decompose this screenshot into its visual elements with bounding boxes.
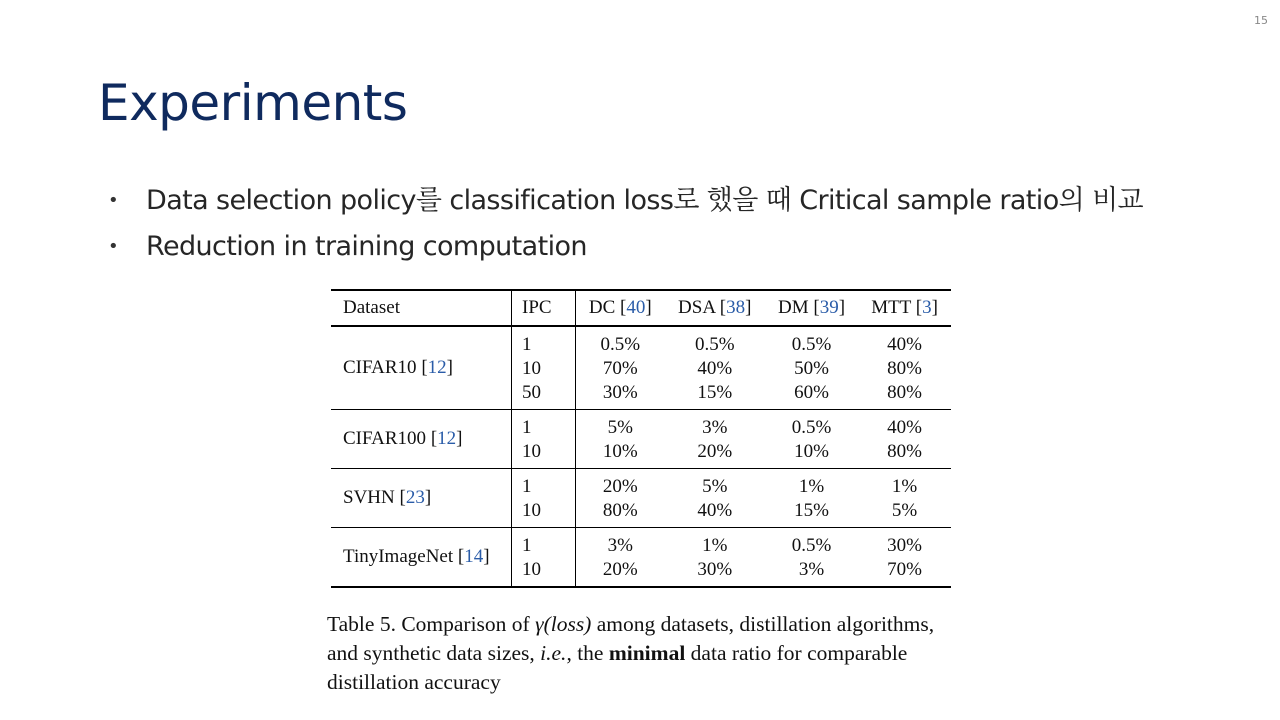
caption-text: among datasets, distillation algorithms, and synthetic data sizes, (327, 612, 935, 665)
citation-link[interactable]: 23 (405, 487, 425, 508)
bullet-dot-icon: • (108, 236, 119, 257)
header-dc: DC [40] (576, 290, 665, 326)
dc-value: 80% (602, 500, 638, 521)
dc-value: 0.5% (600, 334, 641, 355)
dc-value: 30% (602, 382, 638, 403)
header-dm-label: DM (778, 297, 809, 318)
ipc-cell (512, 528, 576, 588)
ipc-cell (512, 410, 576, 469)
dataset-name-cell: TinyImageNet [14] (343, 546, 490, 567)
results-table-figure (331, 289, 951, 588)
dm-value: 10% (794, 441, 829, 462)
bullet-item (108, 224, 1143, 270)
mtt-value: 40% (887, 334, 922, 355)
dsa-value: 0.5% (694, 334, 735, 355)
citation-link[interactable]: 38 (726, 297, 746, 318)
ipc-cell (512, 469, 576, 528)
dsa-value: 5% (702, 476, 728, 497)
dc-cell (576, 410, 665, 469)
ipc-value: 1 (522, 476, 532, 497)
header-dsa-label: DSA (678, 297, 716, 318)
dc-value: 5% (607, 417, 633, 438)
mtt-value: 40% (887, 417, 922, 438)
table-header-row (331, 290, 951, 326)
dc-cell (576, 528, 665, 588)
header-mtt-label: MTT (871, 297, 911, 318)
table-group-tinyimagenet (331, 528, 951, 588)
results-table (331, 289, 951, 588)
dm-value: 15% (794, 500, 829, 521)
caption-math: γ(loss) (535, 612, 592, 636)
dm-value: 0.5% (791, 417, 832, 438)
ipc-value: 10 (522, 500, 541, 521)
table-caption (327, 610, 967, 697)
mtt-value: 5% (891, 500, 918, 521)
caption-ie: i.e. (540, 641, 567, 665)
dataset-name: CIFAR100 (343, 428, 427, 449)
mtt-cell (858, 326, 951, 410)
dsa-value: 15% (697, 382, 733, 403)
dm-value: 60% (794, 382, 829, 403)
mtt-value: 80% (887, 358, 922, 379)
table-group-svhn (331, 469, 951, 528)
dataset-name-cell: SVHN [23] (331, 469, 512, 528)
page-number: 15 (1254, 14, 1268, 27)
dm-cell (765, 410, 858, 469)
mtt-value: 70% (887, 559, 922, 580)
header-dm: DM [39] (765, 290, 858, 326)
dm-value: 3% (798, 559, 825, 580)
dsa-value: 40% (697, 500, 733, 521)
table-row (331, 326, 951, 410)
citation-link[interactable]: 14 (464, 546, 484, 567)
citation-link[interactable]: 40 (626, 297, 646, 318)
dsa-cell (665, 410, 765, 469)
citation-link[interactable]: 12 (427, 357, 447, 378)
ipc-value: 10 (522, 559, 541, 580)
ipc-value: 10 (522, 441, 541, 462)
dc-value: 10% (602, 441, 638, 462)
dsa-cell (665, 326, 765, 410)
dm-value: 50% (794, 358, 829, 379)
ipc-value: 1 (522, 417, 532, 438)
dm-cell (765, 326, 858, 410)
table-group-cifar100 (331, 410, 951, 469)
dsa-value: 30% (697, 559, 733, 580)
dataset-name-cell: CIFAR100 [12] (331, 410, 512, 469)
bullet-item (108, 178, 1143, 224)
mtt-value: 1% (891, 476, 918, 497)
header-ipc: IPC (512, 290, 576, 326)
bullet-dot-icon: • (108, 190, 119, 211)
slide-title: Experiments (98, 74, 408, 132)
dataset-name: SVHN (343, 487, 395, 508)
table-row (331, 410, 951, 469)
dc-value: 70% (602, 358, 638, 379)
bullet-text: Reduction in training computation (146, 231, 587, 262)
dsa-value: 40% (697, 358, 733, 379)
caption-text: Table 5. Comparison of (327, 612, 536, 636)
dataset-name: CIFAR10 (343, 357, 417, 378)
dsa-value: 1% (702, 535, 728, 556)
caption-text: data ratio for comparable distillation accuracy (327, 641, 908, 694)
citation-link[interactable]: 12 (437, 428, 457, 449)
table-row (331, 469, 951, 528)
dataset-name: TinyImageNet (343, 546, 454, 567)
dsa-value: 3% (702, 417, 728, 438)
table-row (331, 528, 951, 588)
citation-link[interactable]: 3 (922, 297, 932, 318)
header-mtt: MTT [3] (858, 290, 951, 326)
mtt-cell (858, 528, 951, 588)
citation-link[interactable]: 39 (819, 297, 839, 318)
dsa-value: 20% (697, 441, 733, 462)
mtt-value: 30% (887, 535, 922, 556)
dc-value: 20% (602, 476, 638, 497)
bullet-text: Data selection policy를 classification loss로 했을 때 Critical sample ratio의 비교 (146, 185, 1144, 216)
mtt-value: 80% (887, 382, 922, 403)
ipc-value: 1 (522, 334, 532, 355)
dataset-name-cell: CIFAR10 [12] (331, 326, 512, 410)
dm-cell (765, 469, 858, 528)
dc-value: 20% (602, 559, 638, 580)
dm-cell (765, 528, 858, 588)
dsa-cell (665, 528, 765, 588)
table-group-cifar10 (331, 326, 951, 410)
dm-value: 0.5% (791, 334, 832, 355)
mtt-value: 80% (887, 441, 922, 462)
ipc-value: 10 (522, 358, 541, 379)
ipc-value: 50 (522, 382, 541, 403)
dc-value: 3% (607, 535, 633, 556)
caption-text: , the (566, 641, 609, 665)
dm-value: 1% (798, 476, 825, 497)
dc-cell (576, 469, 665, 528)
header-dataset: Dataset (331, 290, 512, 326)
dsa-cell (665, 469, 765, 528)
ipc-value: 1 (522, 535, 532, 556)
dc-cell (576, 326, 665, 410)
ipc-cell (512, 326, 576, 410)
dm-value: 0.5% (791, 535, 832, 556)
caption-bold: minimal (608, 641, 686, 665)
header-dc-label: DC (588, 297, 616, 318)
header-dsa: DSA [38] (665, 290, 765, 326)
mtt-cell (858, 469, 951, 528)
mtt-cell (858, 410, 951, 469)
bullet-list (108, 178, 1143, 270)
